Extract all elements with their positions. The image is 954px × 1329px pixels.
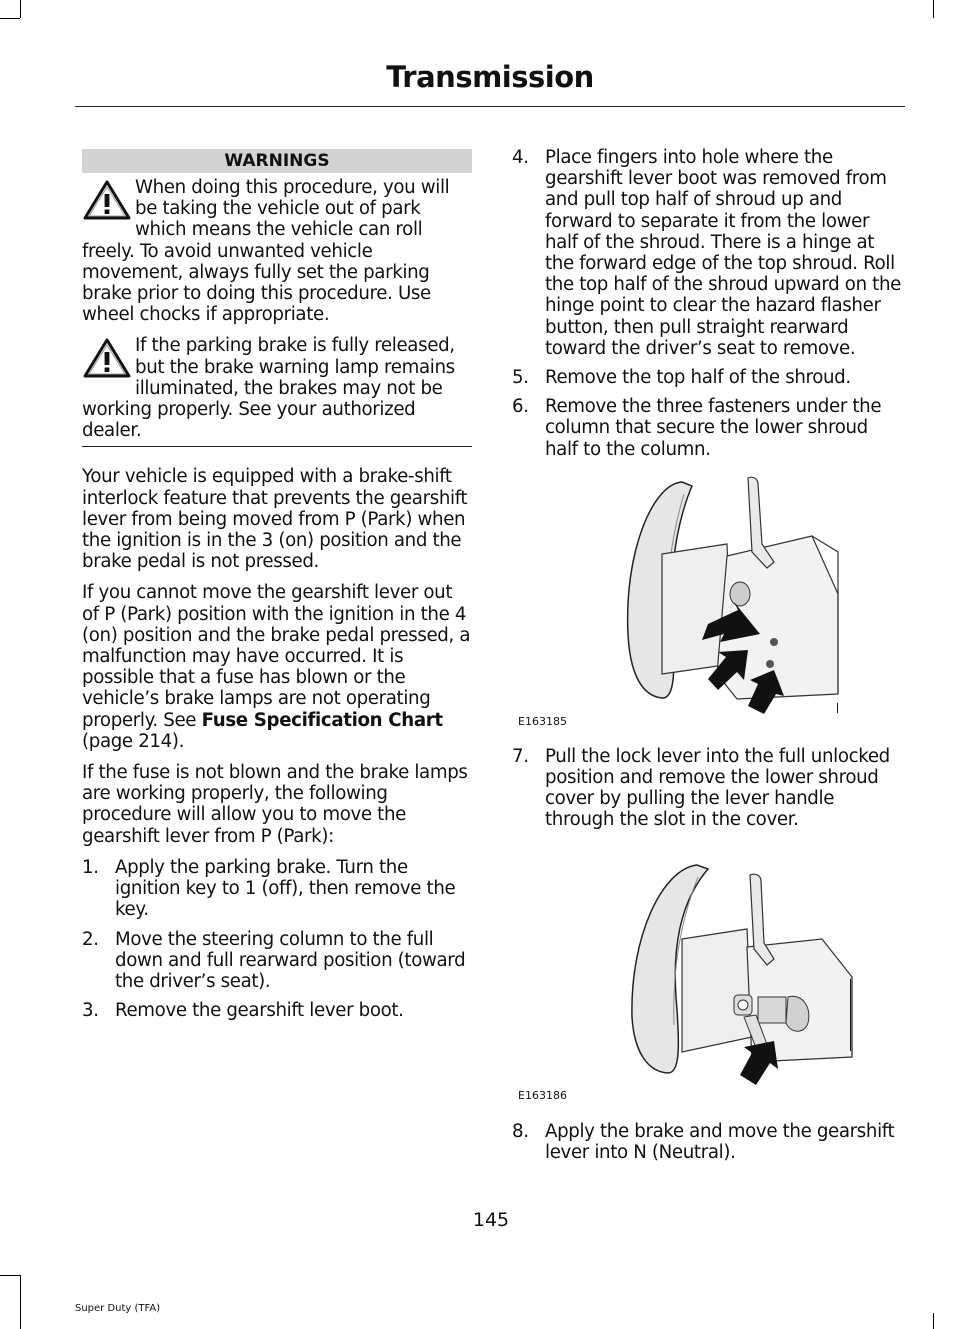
- list-item: [512, 147, 904, 359]
- crop-mark: [933, 1313, 934, 1329]
- warnings-divider: [82, 446, 472, 447]
- paragraph: If the fuse is not blown and the brake lamps are working properly, the following procedure will allow you to move the gearshift lever from P (Park):: [82, 762, 468, 847]
- figure-edge-mark: [850, 979, 851, 1051]
- step-number: 3.: [82, 1000, 99, 1022]
- step-text: Remove the three fasteners under the column that secure the lower shroud half to the column.: [545, 396, 882, 460]
- step-text: Remove the top half of the shroud.: [545, 367, 851, 389]
- step-text: Apply the parking brake. Turn the ignition key to 1 (off), then remove the key.: [115, 856, 456, 921]
- step-number: 6.: [512, 396, 529, 418]
- figure-edge-mark: [837, 703, 838, 713]
- paragraph: [82, 582, 472, 752]
- fuse-chart-link[interactable]: Fuse Specification Chart: [201, 709, 443, 731]
- list-item: [512, 367, 904, 388]
- warning-text: When doing this procedure, you will be taking the vehicle out of park which means the vehicle can roll freely. To avoid unwanted vehicle movement, always fully set the parking brake prior to doing this procedure. Use wheel chocks if appropriate.: [82, 177, 450, 326]
- warning-text: If the parking brake is fully released, but the brake warning lamp remains illuminated, the brakes may not be working properly. See your authorized dealer.: [82, 335, 455, 442]
- page-number: 145: [472, 1209, 510, 1231]
- crop-mark: [20, 1275, 21, 1329]
- list-item: [512, 1121, 904, 1163]
- figure-id: E163185: [518, 714, 567, 728]
- list-item: [82, 857, 472, 921]
- right-column: [512, 147, 904, 1171]
- figure-steering-column-fasteners: [512, 468, 904, 738]
- warning-triangle-icon: [82, 337, 132, 379]
- step-text: Apply the brake and move the gearshift lever into N (Neutral).: [545, 1120, 895, 1163]
- list-item: [512, 746, 904, 831]
- crop-mark: [933, 0, 934, 18]
- step-number: 2.: [82, 928, 99, 950]
- figure-id: E163186: [518, 1088, 567, 1102]
- step-number: 1.: [82, 856, 99, 878]
- lock-lever-illustration: [512, 847, 904, 1087]
- footer-model: Super Duty (TFA): [75, 1303, 161, 1314]
- page-title: Transmission: [386, 60, 594, 94]
- step-text: Place fingers into hole where the gearshift lever boot was removed from and pull top half of shroud up and forward to separate it from the lower half of the shroud. There is a hinge at the forward edge of the top shroud. Roll the top half of the shroud upward on the hinge point to clear the hazard flasher button, then pull straight rearward toward the driver’s seat to remove.: [545, 147, 901, 359]
- steering-column-illustration: [512, 474, 904, 724]
- crop-mark: [0, 18, 20, 19]
- step-text: Remove the gearshift lever boot.: [115, 1000, 404, 1022]
- title-divider: [75, 106, 905, 107]
- paragraph: Your vehicle is equipped with a brake-shift interlock feature that prevents the gearshift lever from being moved from P (Park) when the ignition is in the 3 (on) position and the brake pedal is not pressed.: [82, 466, 468, 573]
- paragraph-text: If you cannot move the gearshift lever out of P (Park) position with the ignition in the 4 (on) position and the brake pedal pressed, a malfunction may have occurred. It is possible that a fuse has blown or the vehicle’s brake lamps are not operating properly. See: [82, 582, 471, 731]
- figure-lock-lever: [512, 839, 904, 1111]
- step-text: Pull the lock lever into the full unlocked position and remove the lower shroud cover by pulling the lever handle through the slot in the cover.: [545, 745, 890, 831]
- left-column: [82, 149, 472, 1029]
- list-item: [512, 396, 904, 460]
- crop-mark: [20, 0, 21, 18]
- warning-triangle-icon: [82, 179, 132, 221]
- step-text: Move the steering column to the full down and full rearward position (toward the driver’s seat).: [115, 928, 466, 992]
- list-item: [82, 1000, 472, 1021]
- warning-item: [82, 177, 472, 325]
- step-number: 5.: [512, 367, 529, 389]
- paragraph-text: (page 214).: [82, 730, 185, 752]
- step-number: 4.: [512, 147, 529, 168]
- crop-mark: [0, 1275, 20, 1276]
- step-number: 7.: [512, 745, 529, 767]
- step-number: 8.: [512, 1120, 529, 1142]
- list-item: [82, 929, 472, 993]
- warnings-header: WARNINGS: [82, 149, 472, 173]
- warning-item: [82, 335, 472, 441]
